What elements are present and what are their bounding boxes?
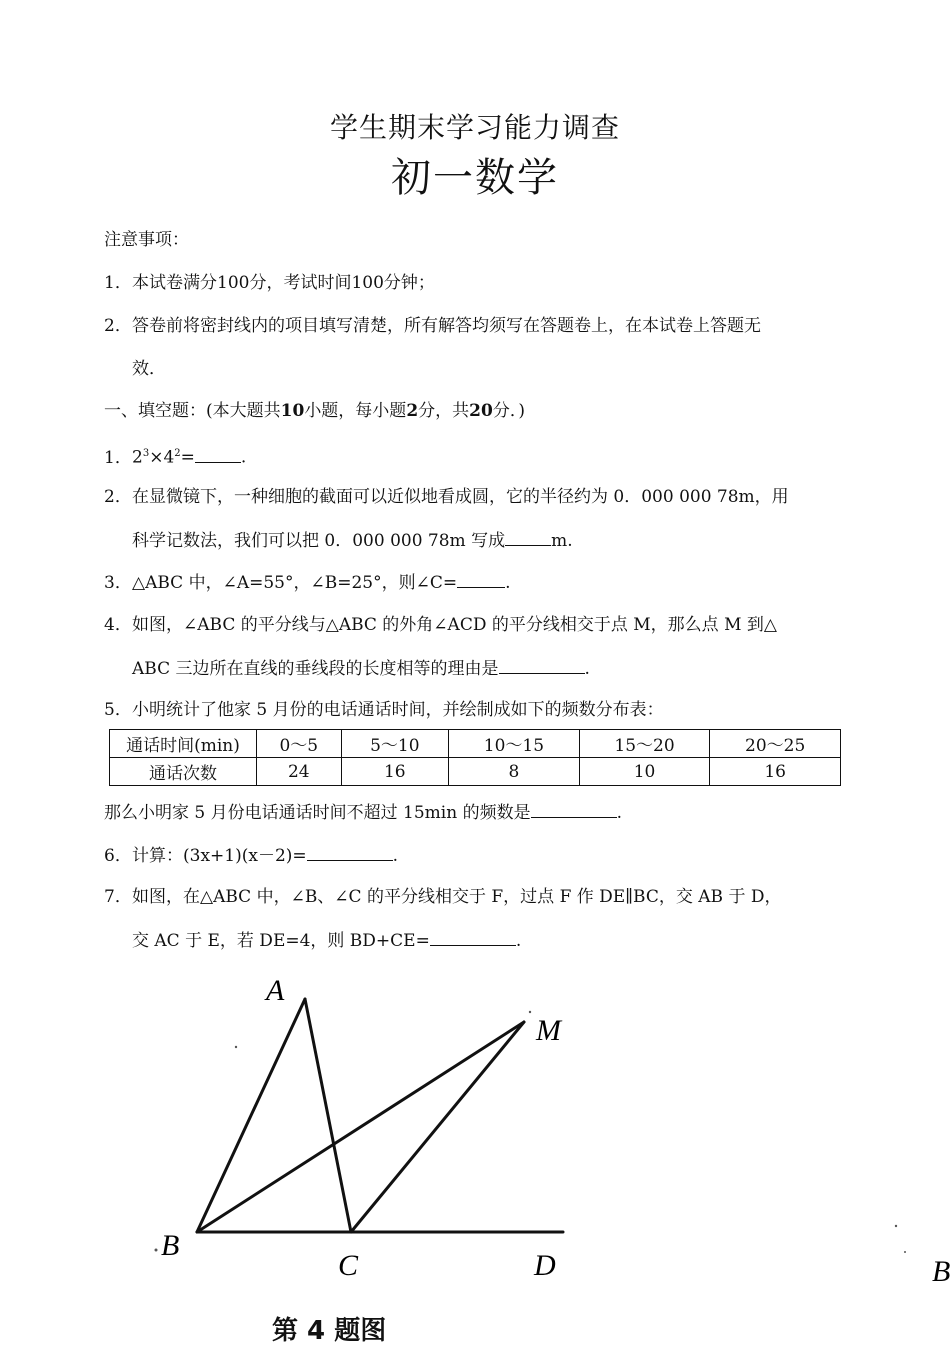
table-cell: 15～20: [579, 730, 710, 758]
table-cell: 16: [710, 758, 841, 786]
q7-num: 7．: [104, 887, 132, 907]
q3-text: △ABC 中，∠A=55°，∠B=25°，则∠C=: [132, 573, 458, 593]
table-cell: 16: [341, 758, 449, 786]
label-b: B: [161, 1229, 180, 1262]
label-m: M: [536, 1014, 561, 1047]
section-1-count: 10: [280, 401, 305, 421]
q5-after: 那么小明家 5 月份电话通话时间不超过 15min 的频数是: [104, 803, 531, 823]
section-1-mid2: 分，共: [418, 401, 470, 421]
page-subtitle: 学生期末学习能力调查: [329, 111, 620, 144]
segment-cm: [351, 1022, 524, 1232]
row-header-count: 通话次数: [110, 758, 257, 786]
q1-times: ×: [149, 447, 164, 468]
q7-line1: 如图，在△ABC 中，∠B、∠C 的平分线相交于 F，过点 F 作 DE∥BC，交 AB 于 D，: [132, 887, 782, 907]
note-1-num: 1．: [104, 273, 132, 293]
table-cell: 24: [257, 758, 342, 786]
note-1-text: 本试卷满分100分，考试时间100分钟；: [132, 273, 435, 293]
q2-line1: 在显微镜下，一种细胞的截面可以近似地看成圆，它的半径约为 0．000 000 78m，用: [132, 487, 789, 507]
q6-end: .: [392, 846, 399, 866]
note-2-cont: 效．: [132, 359, 166, 379]
figure-4-caption: 第 4 题图: [272, 1316, 387, 1346]
q2-line2b: m.: [551, 531, 573, 551]
notes-heading: 注意事项：: [104, 230, 189, 250]
q6-text: 计算：(3x+1)(x－2)=: [132, 846, 307, 866]
table-cell: 8: [449, 758, 580, 786]
section-1-prefix: 一、填空题：(本大题共: [104, 401, 281, 421]
q1-end: .: [240, 447, 247, 468]
q1-eq: =: [180, 447, 195, 468]
table-cell: 5～10: [341, 730, 449, 758]
q6-num: 6．: [104, 846, 132, 866]
label-a: A: [266, 974, 285, 1007]
note-2-text: 答卷前将密封线内的项目填写清楚，所有解答均须写在答题卷上，在本试卷上答题无: [132, 316, 761, 336]
q2-line2a: 科学记数法，我们可以把 0．000 000 78m 写成: [132, 531, 506, 551]
section-1-mid1: 小题，每小题: [304, 401, 407, 421]
q1-base2: 4: [163, 447, 175, 468]
q4-line1: 如图，∠ABC 的平分线与△ABC 的外角∠ACD 的平分线相交于点 M，那么点 M 到△: [132, 615, 777, 635]
label-d: D: [534, 1249, 556, 1282]
q5-text: 小明统计了他家 5 月份的电话通话时间，并绘制成如下的频数分布表：: [132, 700, 664, 720]
row-header-time: 通话时间(min): [110, 730, 257, 758]
q3-end: .: [505, 573, 511, 593]
note-2-num: 2．: [104, 316, 132, 336]
table-cell: 10: [579, 758, 710, 786]
q4-num: 4．: [104, 615, 132, 635]
q1-base1: 2: [132, 447, 143, 468]
q1-exp2: 2: [174, 448, 181, 459]
scan-specks: [155, 1011, 907, 1253]
segment-ac: [305, 999, 351, 1232]
q1-exp1: 3: [142, 448, 150, 459]
q1-num: 1．: [104, 447, 132, 468]
q5-num: 5．: [104, 700, 132, 720]
table-cell: 20～25: [710, 730, 841, 758]
q4-end: .: [584, 659, 590, 679]
q7-end: .: [515, 931, 522, 951]
table-cell: 10～15: [449, 730, 580, 758]
label-c: C: [338, 1249, 359, 1282]
section-1-points-each: 2: [406, 401, 419, 421]
q7-line2: 交 AC 于 E，若 DE=4，则 BD+CE=: [132, 931, 430, 951]
section-1-suffix: 分．): [492, 401, 525, 421]
q3-num: 3．: [104, 573, 132, 593]
q5-end: .: [616, 803, 622, 823]
q4-line2: ABC 三边所在直线的垂线段的长度相等的理由是: [132, 659, 499, 679]
page-title: 初一数学: [391, 155, 559, 201]
section-1-total: 20: [469, 401, 493, 421]
table-cell: 0～5: [257, 730, 342, 758]
q2-num: 2．: [104, 487, 132, 507]
edge-fragment-label: B: [932, 1255, 950, 1288]
